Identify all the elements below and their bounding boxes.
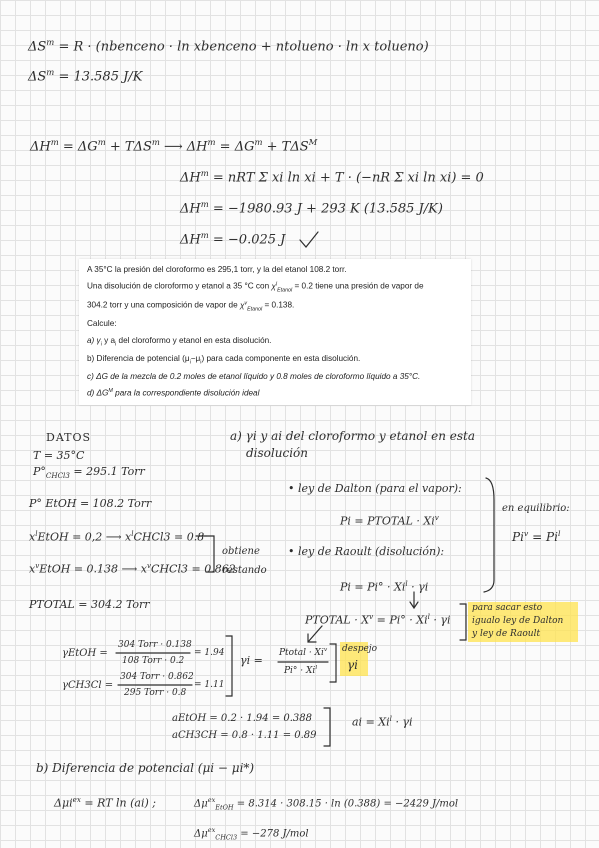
question-c: c) ΔG de la mezcla de 0.2 moles de etanol líquido y 0.8 moles de cloroformo líquido a 35°C. <box>87 372 421 382</box>
part-b-title: b) Diferencia de potencial (μi − μi*) <box>36 761 255 775</box>
gamma-chloroform-label: γCH3Cl = <box>62 680 114 691</box>
datos-x-vapor: $x^vEtOH = 0.138$ ⟶ $x^vCHCl3 = 0.862$ <box>29 561 236 576</box>
note-line-1: para sacar esto <box>472 603 543 613</box>
result-checkmark <box>300 232 318 247</box>
question-b: b) Diferencia de potencial $(\mu_i-\mu_i)$ para cada componente en esta disolución. <box>87 353 361 366</box>
question-d: d) $\Delta G^M$ para la correspondiente disolución ideal <box>87 388 260 399</box>
raoult-law: • ley de Raoult (disolución): <box>288 545 445 558</box>
excess-mu-formula: Δμi$^{ex}$ = RT ln (ai) ; <box>54 795 156 810</box>
despejo-gamma: γi <box>347 658 359 672</box>
datos-x-liquid: $x^lEtOH = 0,2$ ⟶ $x^lCHCl3 = 0.8$ <box>29 529 205 544</box>
entropy-mixing-equation: $\Delta S^m = R$ · (nbenceno · ln xbenceno + ntolueno · ln x tolueno) <box>28 37 429 55</box>
datos-obtiene: obtiene <box>222 546 260 557</box>
datos-title: DATOS <box>46 431 92 444</box>
gamma-denominator: $Pi^\circ \cdot Xi^l$ <box>284 665 318 676</box>
gamma-formula-label: γi = <box>240 654 263 667</box>
datos-p-ethanol: P° EtOH = 108.2 Torr <box>29 497 152 510</box>
despejo-label: despejo <box>342 644 378 654</box>
note-line-3: y ley de Raoult <box>472 629 541 639</box>
part-a-title-2: disolución <box>246 446 308 460</box>
datos-p-chloroform: $P^\circ_{CHCl3} = 295.1$ Torr <box>33 465 145 481</box>
diagonal-arrow <box>308 626 322 642</box>
dalton-law: • ley de Dalton (para el vapor): <box>288 482 462 495</box>
gamma-bracket <box>330 644 336 682</box>
gamma-values-bracket <box>226 636 232 696</box>
activity-chloroform: aCH3CH = 0.8 · 1.11 = 0.89 <box>172 730 317 741</box>
gamma-numerator: Ptotal · $Xi^v$ <box>279 647 328 658</box>
problem-statement-card <box>79 259 471 405</box>
part-a-title: a) γi y ai del cloroformo y etanol en esta <box>230 429 476 443</box>
gamma-chloroform-denominator: 295 Torr · 0.8 <box>124 688 187 698</box>
equilibrium-label: en equilibrio: <box>502 503 570 514</box>
excess-mu-chloroform: $\Delta\mu^{ex}_{CHCl3} = -278$ J/mol <box>194 826 309 842</box>
question-a: a) $\gamma_i$ y $a_i$ del cloroformo y etanol en esta disolución. <box>87 335 272 348</box>
datos-ptotal: PTOTAL = 304.2 Torr <box>29 598 150 611</box>
note-line-2: igualo ley de Dalton <box>472 616 564 626</box>
problem-line-2: Una disolución de cloroformo y etanol a 35 °C con $\chi^l_{Etanol} = 0.2$ tiene una presión de vapor de <box>87 281 424 294</box>
activity-formula: ai = $Xi^l \cdot \gamma i$ <box>352 714 413 729</box>
gamma-chloroform-value: = 1.11 <box>194 680 225 690</box>
gamma-ethanol-numerator: 304 Torr · 0.138 <box>118 640 192 650</box>
gamma-ethanol-value: = 1.94 <box>194 648 225 658</box>
equilibrium-equation: $Pi^v = Pi^l$ <box>512 529 561 544</box>
datos-temperature: T = 35°C <box>33 449 85 462</box>
gamma-chloroform-numerator: 304 Torr · 0.862 <box>120 672 194 682</box>
enthalpy-expansion: $\Delta H^m$ = nRT Σ xi ln xi + T · (−nR Σ xi ln xi) = 0 <box>180 168 484 186</box>
dalton-equation: Pi = PTOTAL · $Xi^v$ <box>340 513 439 528</box>
combined-equation: PTOTAL · $X^v = Pi^\circ \cdot Xi^l \cdot \gamma i$ <box>305 612 451 627</box>
activity-ethanol: aEtOH = 0.2 · 1.94 = 0.388 <box>172 713 313 724</box>
problem-line-1: A 35°C la presión del cloroformo es 295,1 torr, y la del etanol 108.2 torr. <box>87 265 347 274</box>
note-bracket <box>460 604 466 640</box>
datos-restando: restando <box>222 565 267 576</box>
laws-brace <box>484 478 494 592</box>
excess-mu-ethanol: $\Delta\mu^{ex}_{EtOH} = 8.314 \cdot 308.15 \cdot \ln (0.388) = -2429$ J/mol <box>194 796 459 812</box>
enthalpy-substitution: $\Delta H^m = -1980.93$ J + 293 K (13.585 J/K) <box>180 199 443 217</box>
gamma-ethanol-denominator: 108 Torr · 0.2 <box>122 656 185 666</box>
entropy-value: $\Delta S^m = 13.585$ J/K <box>28 67 143 85</box>
enthalpy-relation: $\Delta H^m = \Delta G^m + T\Delta S^m$ ⟶ $\Delta H^m = \Delta G^m + T\Delta S^M$ <box>30 137 318 155</box>
raoult-equation: $Pi = Pi^\circ \cdot Xi^l \cdot \gamma i$ <box>340 579 429 594</box>
gamma-ethanol-label: γEtOH = <box>62 648 108 659</box>
problem-line-3: 304.2 torr y una composición de vapor de $\chi^v_{Etanol} = 0.138$. <box>87 300 295 313</box>
activity-bracket <box>324 708 330 746</box>
problem-calcule: Calcule: <box>87 319 117 329</box>
down-arrow <box>410 592 418 608</box>
enthalpy-result: $\Delta H^m = -0.025$ J <box>180 230 286 248</box>
